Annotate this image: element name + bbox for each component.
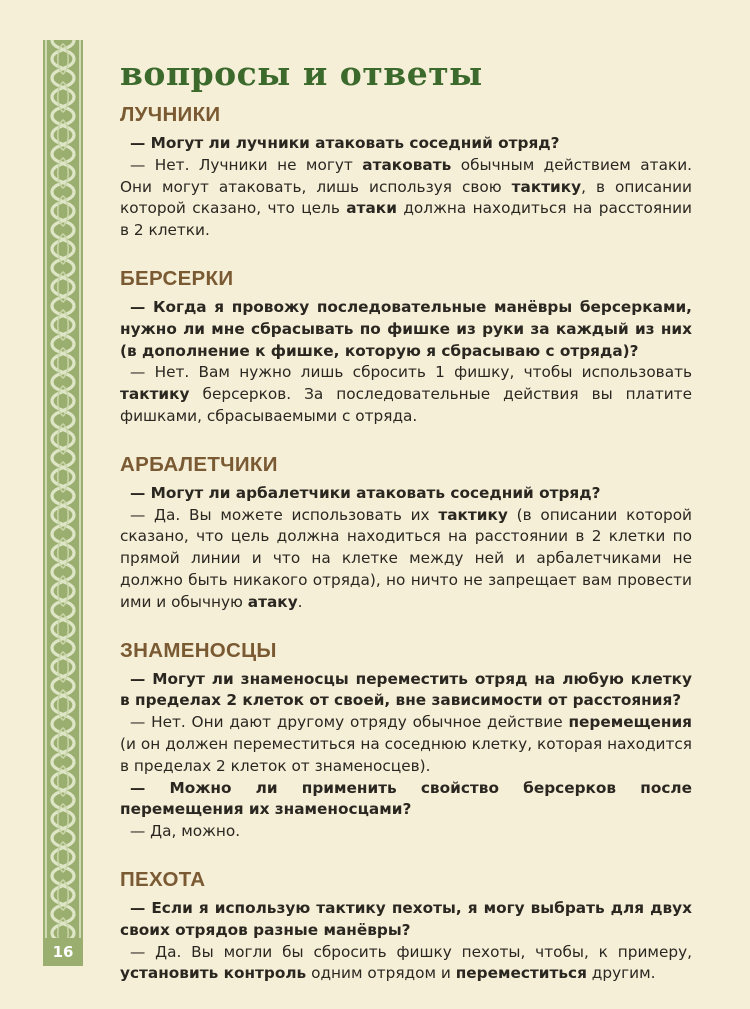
answer — [120, 362, 692, 427]
text-run: , в описании которой сказано, что цель — [120, 177, 692, 218]
text-run: одним отрядом и — [306, 964, 456, 983]
section-heading: ЛУЧНИКИ — [120, 103, 221, 126]
page-title: вопросы и ответы — [120, 54, 483, 93]
keyword: тактику — [511, 177, 582, 196]
text-run: . — [297, 592, 303, 611]
text-run: — Если я использую тактику пехоты, я могу выбрать для двух своих отрядов разные манёвры? — [120, 898, 692, 939]
text-run: (в описании которой сказано, что цель должна находиться на расстоянии в 2 клетки по прямой линии и что на клетке между ней и арбалетчиками не должно быть никакого отряда), но ничто не запрещает вам провести ими и обычную — [120, 505, 692, 611]
question — [120, 133, 692, 155]
qa-section — [120, 266, 692, 428]
answer — [120, 821, 692, 843]
text-run: — Да. Вы могли бы сбросить фишку пехоты, чтобы, к примеру, — [130, 942, 692, 961]
text-run: должна находиться на расстоянии в 2 клетки. — [120, 199, 692, 240]
qa-content — [120, 52, 692, 1009]
text-run: — Могут ли знаменосцы переместить отряд на любую клетку в пределах 2 клеток от своей, вне зависимости от расстояния? — [120, 669, 692, 710]
text-run: (и он должен переместиться на соседнюю клетку, которая находится в пределах 2 клеток от знаменосцев). — [120, 734, 692, 775]
answer — [120, 712, 692, 777]
keyword: установить контроль — [120, 964, 307, 983]
text-run: обычным действием атаки. Они могут атаковать, лишь используя свою — [120, 155, 692, 196]
section-heading: БЕРСЕРКИ — [120, 266, 234, 290]
answer — [120, 505, 692, 614]
qa-section — [120, 452, 692, 614]
keyword: перемещения — [568, 713, 692, 732]
text-run: — Нет. Вам нужно лишь сбросить 1 фишку, чтобы использовать — [130, 363, 692, 382]
text-run: — Нет. Лучники не могут — [130, 155, 363, 174]
text-run: берсерков. За последовательные действия вы платите фишками, сбрасываемыми с отряда. — [120, 385, 692, 425]
text-run: — Нет. Они дают другому отряду обычное действие — [130, 713, 569, 732]
answer — [120, 155, 692, 242]
text-run: — Могут ли арбалетчики атаковать соседний отряд? — [130, 483, 601, 502]
question — [120, 898, 692, 942]
keyword: атаковать — [362, 155, 452, 174]
section-heading: АРБАЛЕТЧИКИ — [120, 452, 278, 476]
celtic-knot-border — [43, 40, 83, 938]
keyword: переместиться — [455, 964, 587, 983]
sections-list — [120, 102, 692, 985]
text-run: — Да, можно. — [130, 822, 241, 841]
keyword: атаки — [346, 199, 397, 218]
question — [120, 778, 692, 822]
keyword: атаку — [247, 592, 298, 611]
page-number: 16 — [43, 938, 83, 966]
text-run: — Можно ли применить свойство берсерков после перемещения их знаменосцами? — [120, 778, 692, 819]
text-run: — Могут ли лучники атаковать соседний отряд? — [130, 134, 560, 152]
answer — [120, 942, 692, 986]
keyword: тактику — [120, 385, 190, 404]
keyword: тактику — [438, 505, 508, 524]
section-heading: ЗНАМЕНОСЦЫ — [120, 638, 277, 662]
text-run: — Когда я провожу последовательные манёвры берсерками, нужно ли мне сбрасывать по фишке из руки за каждый из них (в дополнение к фишке, которую я сбрасываю с отряда)? — [120, 297, 692, 360]
qa-section — [120, 638, 692, 843]
question — [120, 669, 692, 713]
question — [120, 297, 692, 362]
question — [120, 483, 692, 505]
text-run: другим. — [586, 964, 656, 983]
text-run: — Да. Вы можете использовать их — [130, 505, 439, 524]
qa-section — [120, 102, 692, 242]
section-heading: ПЕХОТА — [120, 867, 206, 891]
qa-section — [120, 867, 692, 985]
